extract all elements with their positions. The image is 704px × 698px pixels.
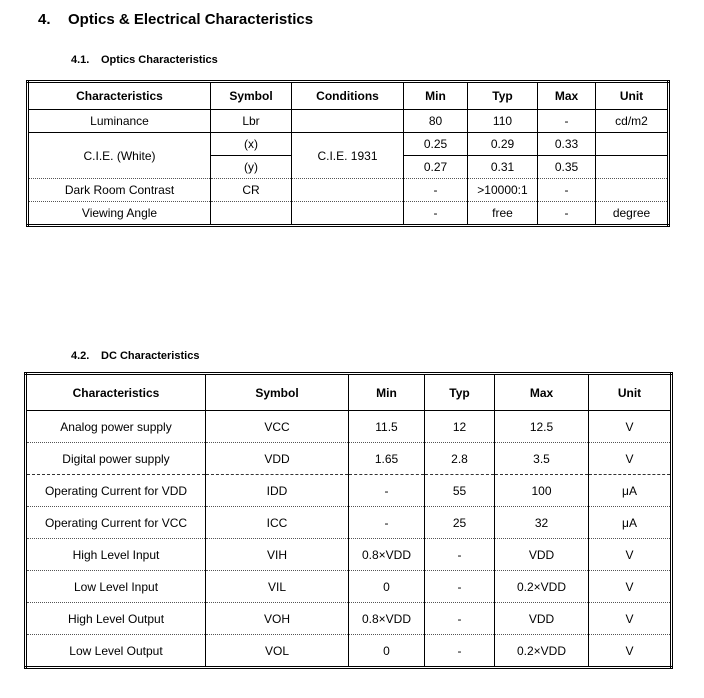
cell-unit: μA	[589, 507, 672, 539]
column-header: Min	[404, 82, 468, 110]
column-header: Unit	[589, 374, 672, 411]
cell-unit: V	[589, 603, 672, 635]
column-header: Typ	[468, 82, 538, 110]
cell-name: Operating Current for VDD	[26, 475, 206, 507]
cell-typ: 12	[425, 411, 495, 443]
cell-symbol: IDD	[206, 475, 349, 507]
cell-symbol: (x)	[211, 133, 292, 156]
cell-symbol: VOL	[206, 635, 349, 668]
section-number: 4.	[38, 11, 51, 28]
cell-symbol: CR	[211, 179, 292, 202]
cell-unit	[596, 179, 669, 202]
cell-symbol: VCC	[206, 411, 349, 443]
cell-name: High Level Output	[26, 603, 206, 635]
cell-typ: 2.8	[425, 443, 495, 475]
cell-max: 0.2×VDD	[495, 635, 589, 668]
cell-unit: degree	[596, 202, 669, 226]
cell-min: 0.25	[404, 133, 468, 156]
cell-typ: 55	[425, 475, 495, 507]
cell-typ: -	[425, 571, 495, 603]
cell-max: -	[538, 179, 596, 202]
cell-max: 12.5	[495, 411, 589, 443]
table-row	[28, 202, 669, 226]
table-row	[26, 539, 672, 571]
table-row	[26, 635, 672, 668]
table-row	[26, 507, 672, 539]
table-row	[28, 110, 669, 133]
cell-min: 0.8×VDD	[349, 603, 425, 635]
table-row	[26, 411, 672, 443]
cell-symbol: (y)	[211, 156, 292, 179]
column-header: Symbol	[206, 374, 349, 411]
column-header: Min	[349, 374, 425, 411]
cell-max: -	[538, 202, 596, 226]
cell-max: VDD	[495, 539, 589, 571]
cell-typ: -	[425, 539, 495, 571]
cell-name: Luminance	[28, 110, 211, 133]
cell-symbol: ICC	[206, 507, 349, 539]
table-row	[26, 603, 672, 635]
column-header: Symbol	[211, 82, 292, 110]
cell-conditions: C.I.E. 1931	[292, 133, 404, 179]
cell-unit: V	[589, 571, 672, 603]
cell-name: High Level Input	[26, 539, 206, 571]
cell-min: 11.5	[349, 411, 425, 443]
dc-number: 4.2.	[71, 350, 90, 362]
cell-symbol: VIH	[206, 539, 349, 571]
cell-min: 80	[404, 110, 468, 133]
cell-min: 0	[349, 571, 425, 603]
cell-typ: >10000:1	[468, 179, 538, 202]
cell-unit: V	[589, 411, 672, 443]
cell-min: -	[349, 507, 425, 539]
optics-title: Optics Characteristics	[101, 54, 218, 66]
cell-max: VDD	[495, 603, 589, 635]
optics-heading	[71, 54, 218, 66]
dc-heading	[71, 350, 199, 362]
table-row	[28, 179, 669, 202]
cell-symbol: VOH	[206, 603, 349, 635]
cell-name: Operating Current for VCC	[26, 507, 206, 539]
cell-unit: cd/m2	[596, 110, 669, 133]
dc-table	[24, 372, 673, 669]
cell-max: -	[538, 110, 596, 133]
cell-min: 1.65	[349, 443, 425, 475]
cell-typ: 0.31	[468, 156, 538, 179]
column-header: Characteristics	[26, 374, 206, 411]
cell-name: Digital power supply	[26, 443, 206, 475]
cell-max: 0.2×VDD	[495, 571, 589, 603]
cell-unit: V	[589, 635, 672, 668]
cell-name: Viewing Angle	[28, 202, 211, 226]
cell-min: -	[349, 475, 425, 507]
cell-max: 0.35	[538, 156, 596, 179]
column-header: Max	[495, 374, 589, 411]
cell-min: -	[404, 179, 468, 202]
cell-max: 3.5	[495, 443, 589, 475]
column-header: Conditions	[292, 82, 404, 110]
column-header: Typ	[425, 374, 495, 411]
column-header: Unit	[596, 82, 669, 110]
cell-max: 32	[495, 507, 589, 539]
cell-name: Analog power supply	[26, 411, 206, 443]
column-header: Characteristics	[28, 82, 211, 110]
cell-symbol	[211, 202, 292, 226]
cell-typ: -	[425, 635, 495, 668]
cell-min: -	[404, 202, 468, 226]
cell-typ: 25	[425, 507, 495, 539]
table-row	[28, 133, 669, 156]
optics-table	[26, 80, 670, 227]
cell-conditions	[292, 110, 404, 133]
optics-header-row	[28, 82, 669, 110]
cell-typ: free	[468, 202, 538, 226]
cell-name: Low Level Output	[26, 635, 206, 668]
cell-unit	[596, 133, 669, 156]
section-title-text: Optics & Electrical Characteristics	[68, 11, 314, 28]
column-header: Max	[538, 82, 596, 110]
table-row	[26, 571, 672, 603]
cell-min: 0.8×VDD	[349, 539, 425, 571]
cell-symbol: Lbr	[211, 110, 292, 133]
dc-title: DC Characteristics	[101, 350, 200, 362]
cell-unit: V	[589, 539, 672, 571]
optics-number: 4.1.	[71, 54, 90, 66]
cell-unit: V	[589, 443, 672, 475]
cell-name: Low Level Input	[26, 571, 206, 603]
cell-name: C.I.E. (White)	[28, 133, 211, 179]
cell-name: Dark Room Contrast	[28, 179, 211, 202]
cell-typ: 0.29	[468, 133, 538, 156]
table-row	[26, 443, 672, 475]
table-row	[26, 475, 672, 507]
cell-typ: -	[425, 603, 495, 635]
cell-max: 100	[495, 475, 589, 507]
section-title	[38, 11, 313, 28]
cell-conditions	[292, 202, 404, 226]
cell-unit: μA	[589, 475, 672, 507]
cell-conditions	[292, 179, 404, 202]
cell-min: 0	[349, 635, 425, 668]
dc-header-row	[26, 374, 672, 411]
cell-symbol: VIL	[206, 571, 349, 603]
cell-typ: 110	[468, 110, 538, 133]
cell-min: 0.27	[404, 156, 468, 179]
cell-max: 0.33	[538, 133, 596, 156]
cell-unit	[596, 156, 669, 179]
cell-symbol: VDD	[206, 443, 349, 475]
